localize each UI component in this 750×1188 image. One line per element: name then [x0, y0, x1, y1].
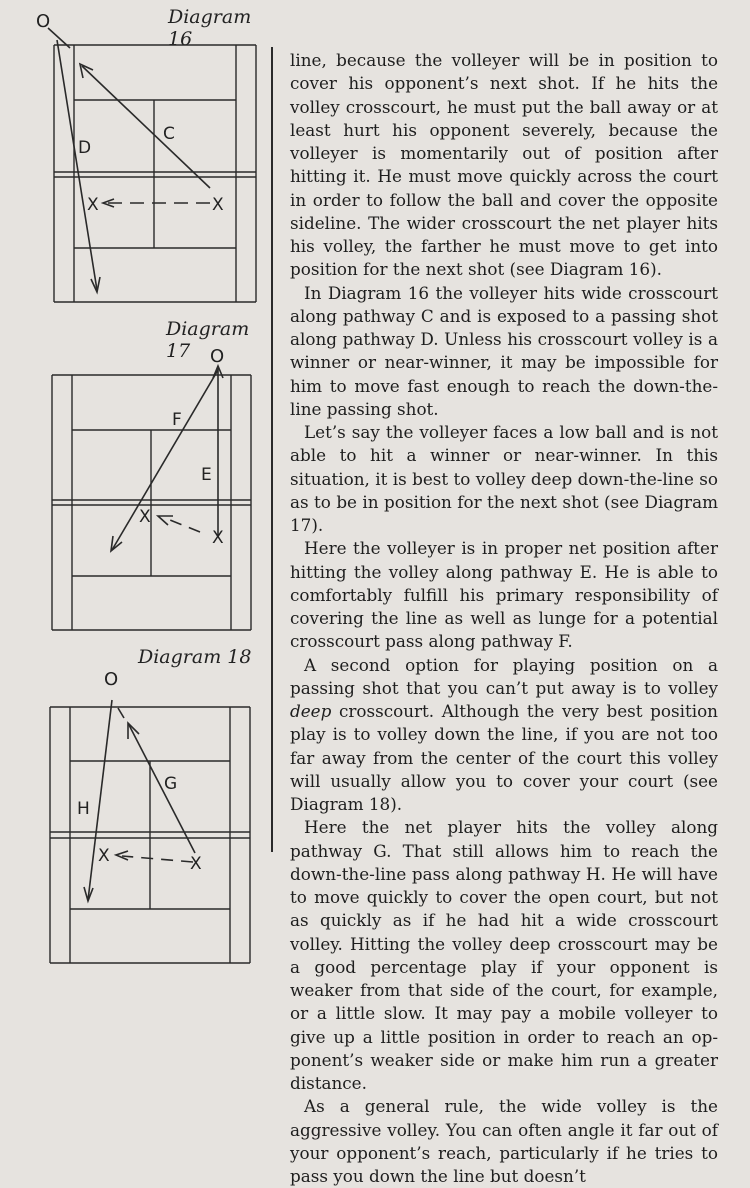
diagram-label-f: F — [172, 410, 182, 430]
diagram-17 — [0, 310, 270, 640]
diagram-18-court — [0, 640, 270, 983]
diagram-title: Diagram 18 — [138, 646, 252, 668]
paragraph-emphasis: deep — [290, 701, 332, 721]
paragraph: Here the net player hits the volley along pathway G. That still allows him to reach the down-the-line pass along pathway H. He will have to move quickly to cover the open court, but not as quickly as if he had hit a wide crosscourt volley. Hitting the volley deep crosscourt may be a good percentage play if your opponent is weaker from that side of the court, for example, or a little slow. It may pay a mobile volleyer to give up a little position in order to reach an opponent’s weaker side or make him run a greater distance. — [290, 817, 718, 1093]
paragraph: Here the volleyer is in proper net position after hitting the volley along pathway E. He is able to comfortably fulfill his primary responsibility of covering the line as well as lunge for a potential crosscourt pass along pathway F. — [290, 538, 718, 652]
paragraph: As a general rule, the wide volley is the aggressive volley. You can often angle it far out of your opponent’s reach, particularly if he tries to pass you down the line but doesn’t — [290, 1096, 718, 1186]
diagram-18 — [0, 640, 270, 983]
diagram-title: Diagram 16 — [168, 6, 252, 50]
paragraph: Let’s say the volleyer faces a low ball and is not able to hit a winner or near-winner. In this situation, it is best to volley deep down-the-line so as to be in position for the next shot (see Diagram 17). — [290, 422, 718, 535]
diagram-label-o: O — [210, 346, 225, 367]
paragraph — [290, 654, 718, 817]
diagram-label-d: D — [78, 138, 92, 158]
diagram-label-x-right: X — [212, 528, 224, 548]
diagram-17-court — [0, 310, 270, 640]
paragraph-text: crosscourt. Although the very best position play is to volley down the line, if you are not too far away from the center of the court this volley will usually allow you to cover your court (see Diagram 18). — [290, 701, 718, 814]
paragraph: line, because the volleyer will be in position to cover his opponent’s next shot. If he hits the volley crosscourt, he must put the ball away or at least hurt his opponent severely, because the volleyer is momentarily out of position after hitting it. He must move quickly across the court in order to follow the ball and cover the opposite sideline. The wider crosscourt the net player hits his volley, the farther he must move to get into position for the next shot (see Diagram 16). — [290, 50, 718, 280]
diagram-label-x-right: X — [212, 195, 224, 215]
diagram-label-g: G — [164, 774, 178, 794]
diagram-16-court — [0, 0, 270, 310]
diagram-label-e: E — [201, 465, 212, 485]
diagram-label-x-left: X — [98, 846, 110, 866]
body-text — [290, 49, 718, 1188]
diagram-label-h: H — [77, 799, 90, 819]
diagram-label-o: O — [104, 669, 119, 690]
paragraph-text: A second option for playing position on a passing shot that you can’t put away is to volley — [290, 654, 718, 698]
diagram-label-o: O — [36, 11, 51, 32]
diagram-label-x-left: X — [139, 507, 151, 527]
diagram-title: Diagram 17 — [166, 318, 250, 362]
paragraph: In Diagram 16 the volleyer hits wide crosscourt along pathway C and is exposed to a passing shot along pathway D. Unless his crosscourt volley is a winner or near-winner, it may be impossible for him to move fast enough to reach the down-the-line passing shot. — [290, 282, 718, 419]
diagram-label-x-left: X — [87, 195, 99, 215]
diagram-label-c: C — [163, 124, 175, 144]
diagram-16 — [0, 0, 270, 310]
column-divider — [271, 47, 273, 852]
diagram-label-x-right: X — [190, 854, 202, 874]
